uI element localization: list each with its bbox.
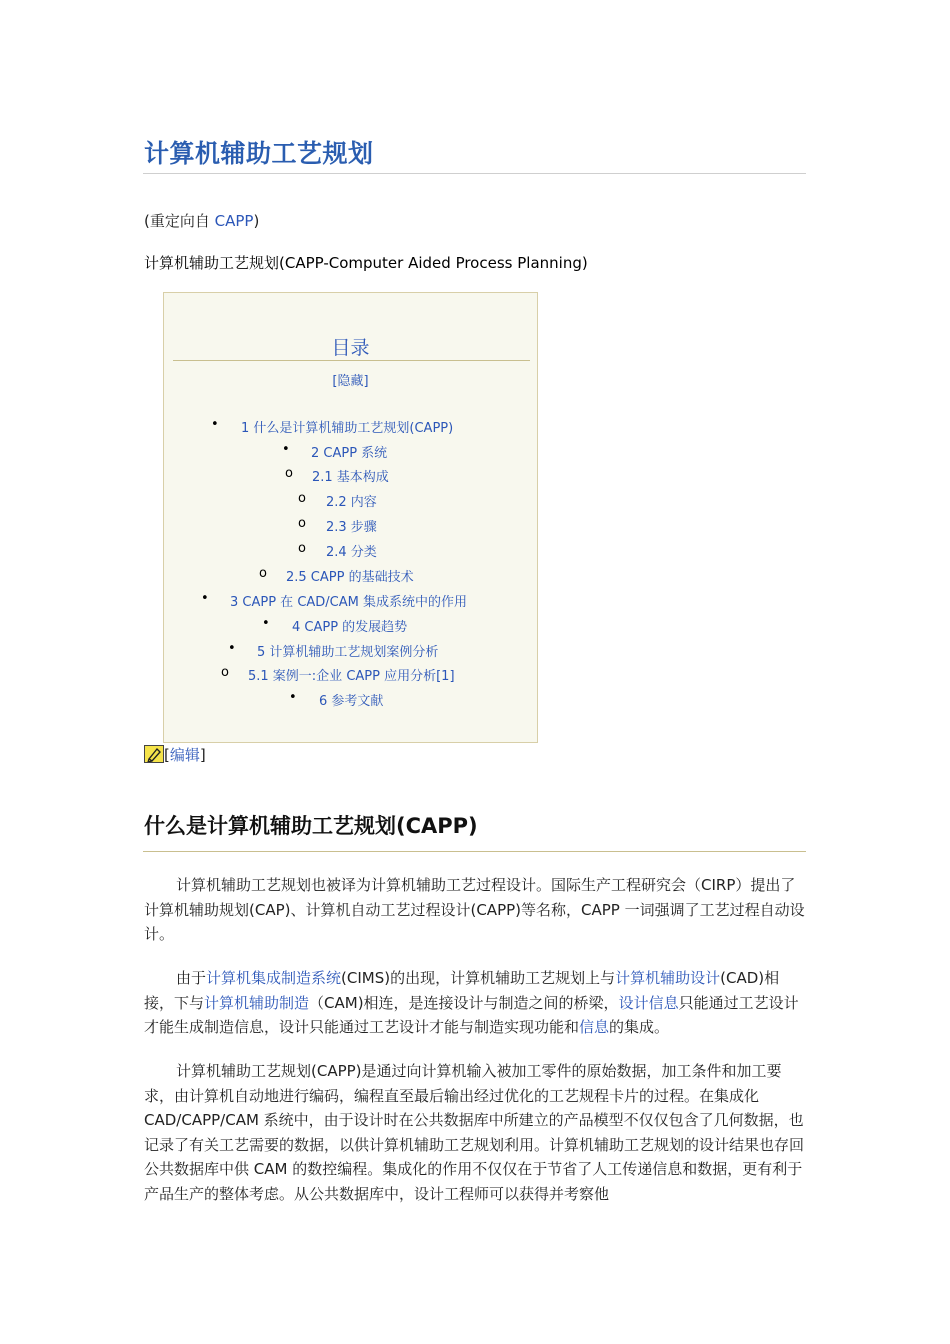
toc-bullet: o bbox=[298, 491, 306, 506]
toc-bullet: • bbox=[282, 442, 290, 457]
toc-item-label[interactable]: 2.1 基本构成 bbox=[312, 470, 389, 485]
p2-text: (CAD)相接，下与 bbox=[144, 969, 780, 1012]
title-divider bbox=[143, 173, 806, 174]
link-design-info[interactable]: 设计信息 bbox=[618, 993, 679, 1012]
section-heading: 什么是计算机辅助工艺规划(CAPP) bbox=[144, 814, 478, 838]
redirect-link[interactable]: CAPP bbox=[214, 212, 254, 230]
toc-divider bbox=[173, 360, 530, 361]
paragraph-2 bbox=[144, 966, 806, 1040]
toc-bullet: o bbox=[298, 516, 306, 531]
page-title: 计算机辅助工艺规划 bbox=[144, 139, 374, 168]
toc-item-label[interactable]: 6 参考文献 bbox=[319, 694, 384, 709]
toc-bullet: • bbox=[211, 417, 219, 432]
toc-item-label[interactable]: 1 什么是计算机辅助工艺规划(CAPP) bbox=[241, 421, 454, 436]
toc-item-label[interactable]: 5 计算机辅助工艺规划案例分析 bbox=[257, 645, 439, 660]
link-cad[interactable]: 计算机辅助设计 bbox=[615, 969, 721, 987]
edit-close-bracket: ] bbox=[199, 746, 206, 764]
redirect-note bbox=[144, 210, 259, 231]
edit-open-bracket: [ bbox=[164, 746, 170, 764]
redirect-prefix: (重定向自 bbox=[144, 212, 215, 230]
toc-bullet: • bbox=[262, 616, 270, 631]
toc-item-label[interactable]: 2.3 步骤 bbox=[326, 520, 377, 535]
article-subtitle: 计算机辅助工艺规划(CAPP-Computer Aided Process Planning) bbox=[144, 254, 588, 272]
link-cims[interactable]: 计算机集成制造系统 bbox=[206, 969, 342, 987]
section-divider bbox=[143, 851, 806, 852]
toc-title: 目录 bbox=[331, 337, 370, 359]
toc-hide-toggle[interactable]: [隐藏] bbox=[332, 374, 369, 389]
toc-bullet: • bbox=[201, 591, 209, 606]
toc-item-label[interactable]: 2.2 内容 bbox=[326, 495, 377, 510]
link-cam[interactable]: 计算机辅助制造 bbox=[204, 993, 310, 1012]
toc-bullet: o bbox=[221, 665, 229, 680]
toc-item-label[interactable]: 5.1 案例一:企业 CAPP 应用分析[1] bbox=[248, 669, 455, 684]
toc-bullet: • bbox=[289, 690, 297, 705]
p2-text: 的集成。 bbox=[609, 1018, 670, 1037]
paragraph-1: 计算机辅助工艺规划也被译为计算机辅助工艺过程设计。国际生产工程研究会（CIRP）提出了计算机辅助规划(CAP)、计算机自动工艺过程设计(CAPP)等名称，CAPP 一词强调了工艺过程自动设计。 bbox=[144, 876, 805, 944]
link-info[interactable]: 信息 bbox=[579, 1018, 610, 1037]
toc-item-label[interactable]: 2.4 分类 bbox=[326, 545, 377, 560]
toc-item-label[interactable]: 4 CAPP 的发展趋势 bbox=[292, 620, 408, 635]
toc-bullet: o bbox=[298, 541, 306, 556]
toc-item-label[interactable]: 2 CAPP 系统 bbox=[311, 446, 388, 461]
toc-bullet: o bbox=[259, 566, 267, 581]
p2-text: 只能通过工艺设计才能生成制造信息，设计只能通过工艺设计才能与制造实现功能和 bbox=[144, 993, 799, 1037]
toc-bullet: • bbox=[228, 641, 236, 656]
paragraph-3: 计算机辅助工艺规划(CAPP)是通过向计算机输入被加工零件的原始数据，加工条件和加工要求，由计算机自动地进行编码，编程直至最后输出经过优化的工艺规程卡片的过程。在集成化 CAD/CAPP/CAM 系统中，由于设计时在公共数据库中所建立的产品模型不仅仅包含了几何数据，也记录了有关工艺需要的数据，以供计算机辅助工艺规划利用。计算机辅助工艺规划的设计结果也存回公共数据库中供 CAM 的数控编程。集成化的作用不仅仅在于节省了人工传递信息和数据，更有利于产品生产的整体考虑。从公共数据库中，设计工程师可以获得并考察他 bbox=[144, 1062, 805, 1203]
toc-item-label[interactable]: 3 CAPP 在 CAD/CAM 集成系统中的作用 bbox=[230, 595, 467, 610]
p2-text: （CAM)相连，是连接设计与制造之间的桥梁， bbox=[309, 993, 619, 1012]
toc-bullet: o bbox=[285, 466, 293, 481]
p2-text: (CIMS)的出现，计算机辅助工艺规划上与 bbox=[341, 969, 616, 987]
edit-pencil-icon[interactable] bbox=[144, 745, 164, 763]
p2-text: 由于 bbox=[176, 969, 207, 987]
edit-link[interactable]: 编辑 bbox=[169, 746, 200, 764]
toc-item-label[interactable]: 2.5 CAPP 的基础技术 bbox=[286, 570, 414, 585]
redirect-suffix: ) bbox=[253, 212, 260, 230]
table-of-contents bbox=[163, 292, 538, 743]
edit-section-link bbox=[144, 744, 206, 765]
